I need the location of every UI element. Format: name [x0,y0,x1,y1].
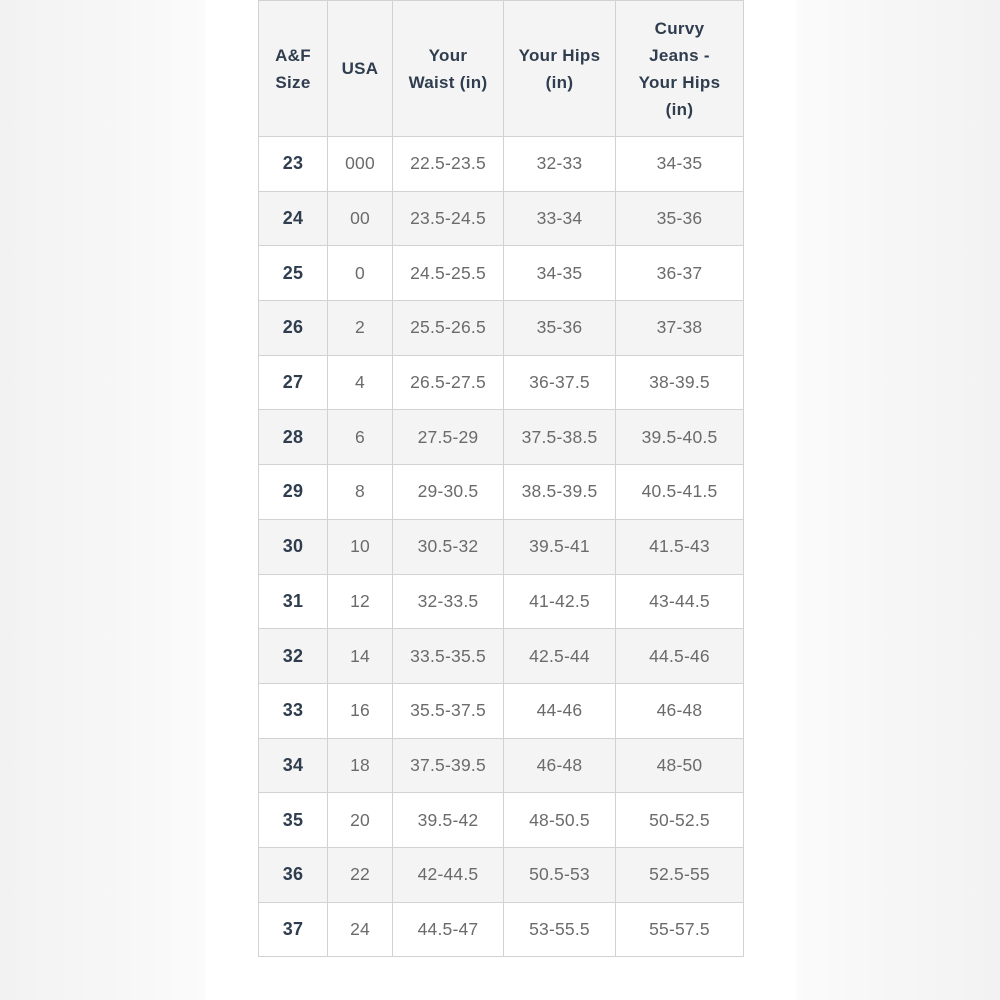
cell-usa: 8 [328,465,393,520]
cell-hips: 50.5-53 [504,847,616,902]
cell-hips: 41-42.5 [504,574,616,629]
cell-waist: 22.5-23.5 [393,137,504,192]
cell-hips: 53-55.5 [504,902,616,957]
cell-af-size: 30 [259,519,328,574]
cell-af-size: 27 [259,355,328,410]
cell-usa: 14 [328,629,393,684]
cell-curvy-hips: 52.5-55 [616,847,744,902]
cell-waist: 23.5-24.5 [393,191,504,246]
cell-hips: 36-37.5 [504,355,616,410]
cell-af-size: 36 [259,847,328,902]
cell-usa: 0 [328,246,393,301]
cell-usa: 6 [328,410,393,465]
table-row [259,574,744,629]
cell-waist: 44.5-47 [393,902,504,957]
cell-usa: 12 [328,574,393,629]
cell-hips: 37.5-38.5 [504,410,616,465]
cell-af-size: 25 [259,246,328,301]
cell-af-size: 31 [259,574,328,629]
size-chart-table [258,0,744,957]
blurred-background-right [795,0,1000,1000]
cell-curvy-hips: 55-57.5 [616,902,744,957]
cell-waist: 39.5-42 [393,793,504,848]
cell-hips: 32-33 [504,137,616,192]
cell-af-size: 33 [259,683,328,738]
cell-hips: 34-35 [504,246,616,301]
table-row [259,137,744,192]
cell-usa: 22 [328,847,393,902]
cell-waist: 24.5-25.5 [393,246,504,301]
cell-usa: 18 [328,738,393,793]
cell-af-size: 26 [259,301,328,356]
cell-usa: 4 [328,355,393,410]
cell-waist: 33.5-35.5 [393,629,504,684]
table-row [259,410,744,465]
table-row [259,902,744,957]
cell-hips: 46-48 [504,738,616,793]
cell-waist: 25.5-26.5 [393,301,504,356]
cell-waist: 35.5-37.5 [393,683,504,738]
cell-usa: 16 [328,683,393,738]
cell-waist: 30.5-32 [393,519,504,574]
header-curvy-hips: Curvy Jeans - Your Hips (in) [616,1,744,137]
cell-curvy-hips: 48-50 [616,738,744,793]
cell-af-size: 29 [259,465,328,520]
cell-af-size: 28 [259,410,328,465]
cell-af-size: 37 [259,902,328,957]
cell-usa: 10 [328,519,393,574]
cell-curvy-hips: 36-37 [616,246,744,301]
cell-hips: 42.5-44 [504,629,616,684]
table-row [259,793,744,848]
cell-usa: 20 [328,793,393,848]
header-af-size: A&F Size [259,1,328,137]
cell-curvy-hips: 37-38 [616,301,744,356]
table-row [259,847,744,902]
cell-curvy-hips: 41.5-43 [616,519,744,574]
cell-af-size: 32 [259,629,328,684]
table-row [259,246,744,301]
cell-curvy-hips: 40.5-41.5 [616,465,744,520]
cell-waist: 37.5-39.5 [393,738,504,793]
cell-curvy-hips: 50-52.5 [616,793,744,848]
header-waist: Your Waist (in) [393,1,504,137]
cell-af-size: 24 [259,191,328,246]
cell-waist: 42-44.5 [393,847,504,902]
cell-waist: 29-30.5 [393,465,504,520]
cell-hips: 38.5-39.5 [504,465,616,520]
cell-af-size: 35 [259,793,328,848]
table-row [259,629,744,684]
table-row [259,301,744,356]
header-row [259,1,744,137]
cell-usa: 00 [328,191,393,246]
cell-af-size: 23 [259,137,328,192]
table-row [259,355,744,410]
header-usa: USA [328,1,393,137]
cell-usa: 2 [328,301,393,356]
cell-curvy-hips: 34-35 [616,137,744,192]
cell-hips: 44-46 [504,683,616,738]
cell-waist: 26.5-27.5 [393,355,504,410]
cell-hips: 35-36 [504,301,616,356]
cell-hips: 48-50.5 [504,793,616,848]
cell-curvy-hips: 39.5-40.5 [616,410,744,465]
cell-usa: 000 [328,137,393,192]
table-row [259,738,744,793]
cell-waist: 27.5-29 [393,410,504,465]
table-row [259,465,744,520]
cell-curvy-hips: 43-44.5 [616,574,744,629]
cell-curvy-hips: 46-48 [616,683,744,738]
cell-usa: 24 [328,902,393,957]
blurred-background-left [0,0,205,1000]
table-row [259,519,744,574]
cell-waist: 32-33.5 [393,574,504,629]
cell-af-size: 34 [259,738,328,793]
cell-hips: 39.5-41 [504,519,616,574]
header-hips: Your Hips (in) [504,1,616,137]
table-row [259,683,744,738]
cell-curvy-hips: 44.5-46 [616,629,744,684]
cell-curvy-hips: 38-39.5 [616,355,744,410]
table-row [259,191,744,246]
cell-hips: 33-34 [504,191,616,246]
cell-curvy-hips: 35-36 [616,191,744,246]
